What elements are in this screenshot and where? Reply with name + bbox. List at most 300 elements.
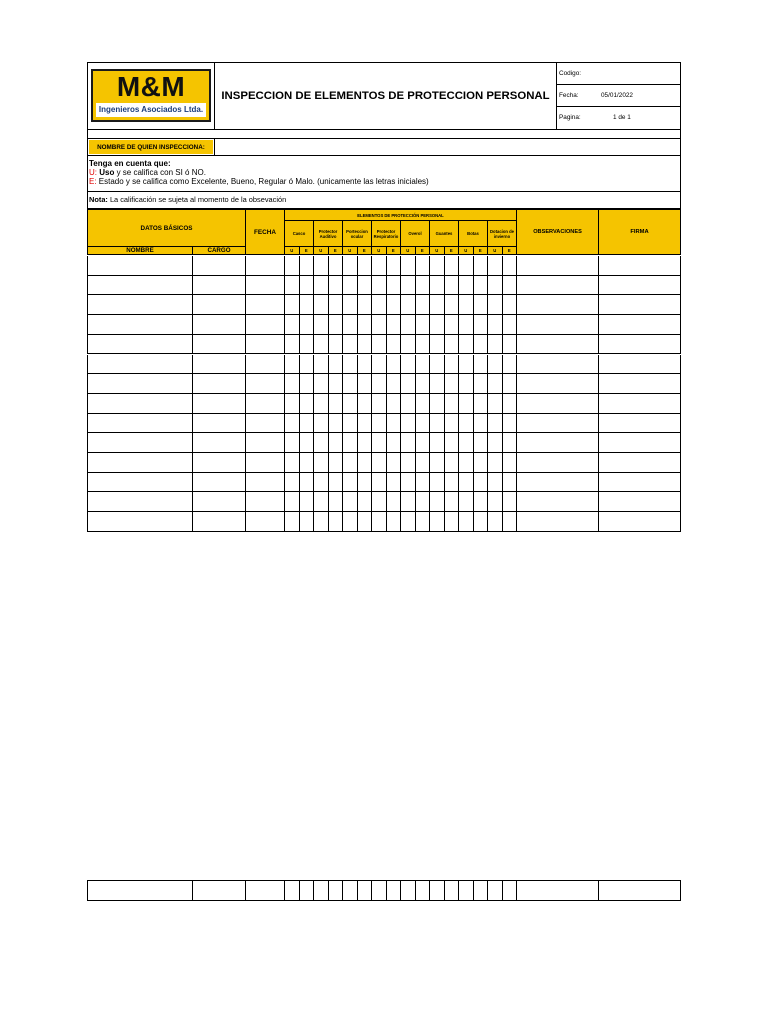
table-cell[interactable] bbox=[387, 355, 402, 375]
table-cell[interactable] bbox=[372, 256, 387, 276]
table-cell[interactable] bbox=[246, 355, 285, 375]
table-cell[interactable] bbox=[488, 276, 503, 296]
table-cell[interactable] bbox=[488, 881, 503, 901]
table-cell[interactable] bbox=[445, 256, 460, 276]
table-cell[interactable] bbox=[459, 394, 474, 414]
table-cell[interactable] bbox=[285, 335, 300, 355]
table-cell[interactable] bbox=[459, 335, 474, 355]
table-cell[interactable] bbox=[474, 335, 489, 355]
table-cell[interactable] bbox=[445, 374, 460, 394]
table-cell[interactable] bbox=[246, 256, 285, 276]
table-cell[interactable] bbox=[401, 276, 416, 296]
table-cell[interactable] bbox=[599, 276, 681, 296]
table-cell[interactable] bbox=[474, 394, 489, 414]
table-cell[interactable] bbox=[430, 881, 445, 901]
table-cell[interactable] bbox=[343, 315, 358, 335]
table-cell[interactable] bbox=[300, 295, 315, 315]
table-cell[interactable] bbox=[387, 433, 402, 453]
table-cell[interactable] bbox=[343, 374, 358, 394]
table-cell[interactable] bbox=[517, 394, 599, 414]
table-cell[interactable] bbox=[474, 473, 489, 493]
table-cell[interactable] bbox=[430, 374, 445, 394]
table-cell[interactable] bbox=[300, 335, 315, 355]
table-cell[interactable] bbox=[430, 355, 445, 375]
table-cell[interactable] bbox=[599, 335, 681, 355]
table-cell[interactable] bbox=[401, 453, 416, 473]
table-cell[interactable] bbox=[517, 473, 599, 493]
table-cell[interactable] bbox=[401, 433, 416, 453]
table-cell[interactable] bbox=[488, 453, 503, 473]
table-cell[interactable] bbox=[358, 473, 373, 493]
table-cell[interactable] bbox=[430, 315, 445, 335]
table-cell[interactable] bbox=[329, 355, 344, 375]
table-cell[interactable] bbox=[343, 453, 358, 473]
table-cell[interactable] bbox=[285, 295, 300, 315]
table-cell[interactable] bbox=[300, 315, 315, 335]
table-cell[interactable] bbox=[300, 256, 315, 276]
table-cell[interactable] bbox=[430, 492, 445, 512]
table-cell[interactable] bbox=[372, 453, 387, 473]
table-cell[interactable] bbox=[193, 492, 246, 512]
table-cell[interactable] bbox=[387, 335, 402, 355]
table-cell[interactable] bbox=[401, 512, 416, 532]
table-cell[interactable] bbox=[387, 414, 402, 434]
table-cell[interactable] bbox=[387, 473, 402, 493]
table-cell[interactable] bbox=[488, 335, 503, 355]
table-cell[interactable] bbox=[387, 492, 402, 512]
table-cell[interactable] bbox=[387, 512, 402, 532]
table-cell[interactable] bbox=[300, 355, 315, 375]
table-cell[interactable] bbox=[285, 433, 300, 453]
table-cell[interactable] bbox=[474, 414, 489, 434]
table-cell[interactable] bbox=[246, 315, 285, 335]
table-cell[interactable] bbox=[314, 453, 329, 473]
table-cell[interactable] bbox=[488, 414, 503, 434]
table-cell[interactable] bbox=[193, 355, 246, 375]
table-cell[interactable] bbox=[474, 433, 489, 453]
table-cell[interactable] bbox=[193, 453, 246, 473]
table-cell[interactable] bbox=[599, 453, 681, 473]
table-cell[interactable] bbox=[488, 433, 503, 453]
table-cell[interactable] bbox=[372, 433, 387, 453]
table-cell[interactable] bbox=[300, 414, 315, 434]
table-cell[interactable] bbox=[517, 315, 599, 335]
table-cell[interactable] bbox=[488, 394, 503, 414]
table-cell[interactable] bbox=[503, 355, 518, 375]
table-cell[interactable] bbox=[246, 492, 285, 512]
table-cell[interactable] bbox=[300, 374, 315, 394]
table-cell[interactable] bbox=[599, 433, 681, 453]
table-cell[interactable] bbox=[329, 492, 344, 512]
table-cell[interactable] bbox=[314, 512, 329, 532]
table-cell[interactable] bbox=[445, 433, 460, 453]
table-cell[interactable] bbox=[314, 355, 329, 375]
table-cell[interactable] bbox=[285, 374, 300, 394]
table-cell[interactable] bbox=[300, 453, 315, 473]
table-cell[interactable] bbox=[87, 256, 193, 276]
table-cell[interactable] bbox=[387, 881, 402, 901]
table-cell[interactable] bbox=[285, 492, 300, 512]
table-cell[interactable] bbox=[246, 473, 285, 493]
table-cell[interactable] bbox=[416, 256, 431, 276]
table-cell[interactable] bbox=[459, 512, 474, 532]
table-cell[interactable] bbox=[445, 335, 460, 355]
table-cell[interactable] bbox=[599, 492, 681, 512]
table-cell[interactable] bbox=[474, 453, 489, 473]
table-cell[interactable] bbox=[401, 295, 416, 315]
table-cell[interactable] bbox=[474, 881, 489, 901]
table-cell[interactable] bbox=[343, 473, 358, 493]
table-cell[interactable] bbox=[87, 414, 193, 434]
table-cell[interactable] bbox=[329, 394, 344, 414]
table-cell[interactable] bbox=[300, 394, 315, 414]
table-cell[interactable] bbox=[430, 473, 445, 493]
table-cell[interactable] bbox=[474, 256, 489, 276]
table-cell[interactable] bbox=[343, 394, 358, 414]
table-cell[interactable] bbox=[300, 473, 315, 493]
table-cell[interactable] bbox=[488, 473, 503, 493]
table-cell[interactable] bbox=[430, 433, 445, 453]
table-cell[interactable] bbox=[314, 335, 329, 355]
table-cell[interactable] bbox=[445, 276, 460, 296]
table-cell[interactable] bbox=[300, 492, 315, 512]
table-cell[interactable] bbox=[503, 414, 518, 434]
table-cell[interactable] bbox=[387, 394, 402, 414]
table-cell[interactable] bbox=[387, 276, 402, 296]
table-cell[interactable] bbox=[329, 335, 344, 355]
table-cell[interactable] bbox=[474, 512, 489, 532]
table-cell[interactable] bbox=[459, 473, 474, 493]
table-cell[interactable] bbox=[387, 315, 402, 335]
table-cell[interactable] bbox=[372, 276, 387, 296]
table-cell[interactable] bbox=[387, 295, 402, 315]
table-cell[interactable] bbox=[358, 492, 373, 512]
table-cell[interactable] bbox=[599, 512, 681, 532]
table-cell[interactable] bbox=[416, 492, 431, 512]
table-cell[interactable] bbox=[343, 414, 358, 434]
table-cell[interactable] bbox=[599, 374, 681, 394]
table-cell[interactable] bbox=[193, 315, 246, 335]
table-cell[interactable] bbox=[314, 414, 329, 434]
table-cell[interactable] bbox=[430, 453, 445, 473]
table-cell[interactable] bbox=[401, 374, 416, 394]
table-cell[interactable] bbox=[401, 473, 416, 493]
table-cell[interactable] bbox=[474, 315, 489, 335]
table-cell[interactable] bbox=[358, 315, 373, 335]
table-cell[interactable] bbox=[314, 295, 329, 315]
table-cell[interactable] bbox=[343, 276, 358, 296]
table-cell[interactable] bbox=[87, 433, 193, 453]
table-cell[interactable] bbox=[488, 512, 503, 532]
table-cell[interactable] bbox=[372, 374, 387, 394]
table-cell[interactable] bbox=[329, 414, 344, 434]
table-cell[interactable] bbox=[503, 473, 518, 493]
table-cell[interactable] bbox=[246, 433, 285, 453]
table-cell[interactable] bbox=[401, 492, 416, 512]
table-cell[interactable] bbox=[193, 276, 246, 296]
table-cell[interactable] bbox=[488, 492, 503, 512]
table-cell[interactable] bbox=[87, 374, 193, 394]
table-cell[interactable] bbox=[246, 374, 285, 394]
table-cell[interactable] bbox=[193, 295, 246, 315]
table-cell[interactable] bbox=[459, 453, 474, 473]
table-cell[interactable] bbox=[474, 355, 489, 375]
table-cell[interactable] bbox=[193, 473, 246, 493]
table-cell[interactable] bbox=[517, 453, 599, 473]
table-cell[interactable] bbox=[445, 315, 460, 335]
table-cell[interactable] bbox=[416, 295, 431, 315]
table-cell[interactable] bbox=[87, 492, 193, 512]
table-cell[interactable] bbox=[358, 335, 373, 355]
table-cell[interactable] bbox=[358, 512, 373, 532]
table-cell[interactable] bbox=[503, 881, 518, 901]
table-cell[interactable] bbox=[343, 433, 358, 453]
table-cell[interactable] bbox=[87, 473, 193, 493]
table-cell[interactable] bbox=[300, 433, 315, 453]
table-cell[interactable] bbox=[387, 256, 402, 276]
table-cell[interactable] bbox=[343, 881, 358, 901]
table-cell[interactable] bbox=[430, 394, 445, 414]
table-cell[interactable] bbox=[285, 394, 300, 414]
table-cell[interactable] bbox=[503, 453, 518, 473]
table-cell[interactable] bbox=[599, 394, 681, 414]
table-cell[interactable] bbox=[300, 276, 315, 296]
table-cell[interactable] bbox=[87, 453, 193, 473]
table-cell[interactable] bbox=[430, 414, 445, 434]
table-cell[interactable] bbox=[246, 276, 285, 296]
table-cell[interactable] bbox=[300, 881, 315, 901]
table-cell[interactable] bbox=[503, 492, 518, 512]
table-cell[interactable] bbox=[599, 881, 681, 901]
table-cell[interactable] bbox=[314, 394, 329, 414]
table-cell[interactable] bbox=[416, 433, 431, 453]
table-cell[interactable] bbox=[246, 394, 285, 414]
table-cell[interactable] bbox=[445, 492, 460, 512]
table-cell[interactable] bbox=[416, 881, 431, 901]
table-cell[interactable] bbox=[459, 355, 474, 375]
inspector-name-field[interactable] bbox=[214, 139, 680, 155]
table-cell[interactable] bbox=[285, 414, 300, 434]
table-cell[interactable] bbox=[517, 295, 599, 315]
table-cell[interactable] bbox=[387, 453, 402, 473]
table-cell[interactable] bbox=[285, 276, 300, 296]
table-cell[interactable] bbox=[459, 414, 474, 434]
table-cell[interactable] bbox=[193, 881, 246, 901]
table-cell[interactable] bbox=[599, 315, 681, 335]
table-cell[interactable] bbox=[517, 256, 599, 276]
table-cell[interactable] bbox=[459, 492, 474, 512]
table-cell[interactable] bbox=[285, 256, 300, 276]
table-cell[interactable] bbox=[599, 414, 681, 434]
table-cell[interactable] bbox=[285, 315, 300, 335]
table-cell[interactable] bbox=[401, 881, 416, 901]
table-cell[interactable] bbox=[488, 355, 503, 375]
table-cell[interactable] bbox=[401, 256, 416, 276]
table-cell[interactable] bbox=[459, 295, 474, 315]
table-cell[interactable] bbox=[503, 276, 518, 296]
table-cell[interactable] bbox=[445, 394, 460, 414]
table-cell[interactable] bbox=[343, 512, 358, 532]
table-cell[interactable] bbox=[87, 512, 193, 532]
table-cell[interactable] bbox=[246, 414, 285, 434]
table-cell[interactable] bbox=[474, 276, 489, 296]
table-cell[interactable] bbox=[517, 335, 599, 355]
table-cell[interactable] bbox=[416, 512, 431, 532]
table-cell[interactable] bbox=[401, 394, 416, 414]
table-cell[interactable] bbox=[430, 256, 445, 276]
table-cell[interactable] bbox=[430, 295, 445, 315]
table-cell[interactable] bbox=[401, 335, 416, 355]
table-cell[interactable] bbox=[599, 256, 681, 276]
table-cell[interactable] bbox=[358, 414, 373, 434]
table-cell[interactable] bbox=[329, 315, 344, 335]
table-cell[interactable] bbox=[246, 881, 285, 901]
table-cell[interactable] bbox=[445, 414, 460, 434]
table-cell[interactable] bbox=[329, 453, 344, 473]
table-cell[interactable] bbox=[416, 453, 431, 473]
table-cell[interactable] bbox=[314, 433, 329, 453]
table-cell[interactable] bbox=[599, 355, 681, 375]
table-cell[interactable] bbox=[285, 512, 300, 532]
table-cell[interactable] bbox=[314, 256, 329, 276]
table-cell[interactable] bbox=[246, 295, 285, 315]
table-cell[interactable] bbox=[193, 256, 246, 276]
table-cell[interactable] bbox=[193, 374, 246, 394]
table-cell[interactable] bbox=[517, 512, 599, 532]
table-cell[interactable] bbox=[314, 315, 329, 335]
table-cell[interactable] bbox=[329, 276, 344, 296]
table-cell[interactable] bbox=[517, 374, 599, 394]
table-cell[interactable] bbox=[503, 433, 518, 453]
table-cell[interactable] bbox=[343, 355, 358, 375]
table-cell[interactable] bbox=[517, 276, 599, 296]
table-cell[interactable] bbox=[445, 512, 460, 532]
table-cell[interactable] bbox=[343, 256, 358, 276]
table-cell[interactable] bbox=[87, 276, 193, 296]
table-cell[interactable] bbox=[474, 295, 489, 315]
table-cell[interactable] bbox=[358, 433, 373, 453]
table-cell[interactable] bbox=[459, 374, 474, 394]
table-cell[interactable] bbox=[285, 473, 300, 493]
table-cell[interactable] bbox=[87, 315, 193, 335]
table-cell[interactable] bbox=[193, 335, 246, 355]
table-cell[interactable] bbox=[488, 315, 503, 335]
table-cell[interactable] bbox=[401, 315, 416, 335]
table-cell[interactable] bbox=[358, 453, 373, 473]
table-cell[interactable] bbox=[503, 394, 518, 414]
table-cell[interactable] bbox=[459, 276, 474, 296]
table-cell[interactable] bbox=[285, 453, 300, 473]
table-cell[interactable] bbox=[87, 394, 193, 414]
table-cell[interactable] bbox=[416, 473, 431, 493]
table-cell[interactable] bbox=[372, 473, 387, 493]
table-cell[interactable] bbox=[358, 374, 373, 394]
table-cell[interactable] bbox=[87, 335, 193, 355]
table-cell[interactable] bbox=[314, 492, 329, 512]
table-cell[interactable] bbox=[503, 335, 518, 355]
table-cell[interactable] bbox=[372, 394, 387, 414]
table-cell[interactable] bbox=[358, 295, 373, 315]
table-cell[interactable] bbox=[416, 355, 431, 375]
table-cell[interactable] bbox=[445, 355, 460, 375]
table-cell[interactable] bbox=[503, 512, 518, 532]
table-cell[interactable] bbox=[503, 295, 518, 315]
table-cell[interactable] bbox=[372, 492, 387, 512]
table-cell[interactable] bbox=[193, 394, 246, 414]
table-cell[interactable] bbox=[430, 335, 445, 355]
table-cell[interactable] bbox=[372, 295, 387, 315]
table-cell[interactable] bbox=[329, 512, 344, 532]
table-cell[interactable] bbox=[474, 492, 489, 512]
table-cell[interactable] bbox=[445, 881, 460, 901]
table-cell[interactable] bbox=[246, 512, 285, 532]
table-cell[interactable] bbox=[503, 374, 518, 394]
table-cell[interactable] bbox=[314, 473, 329, 493]
table-cell[interactable] bbox=[329, 295, 344, 315]
table-cell[interactable] bbox=[314, 276, 329, 296]
table-cell[interactable] bbox=[329, 433, 344, 453]
table-cell[interactable] bbox=[285, 355, 300, 375]
table-cell[interactable] bbox=[459, 256, 474, 276]
table-cell[interactable] bbox=[459, 433, 474, 453]
table-cell[interactable] bbox=[358, 256, 373, 276]
table-cell[interactable] bbox=[329, 881, 344, 901]
table-cell[interactable] bbox=[358, 881, 373, 901]
table-cell[interactable] bbox=[416, 276, 431, 296]
table-cell[interactable] bbox=[599, 473, 681, 493]
table-cell[interactable] bbox=[416, 335, 431, 355]
table-cell[interactable] bbox=[387, 374, 402, 394]
table-cell[interactable] bbox=[246, 453, 285, 473]
table-cell[interactable] bbox=[401, 355, 416, 375]
table-cell[interactable] bbox=[193, 512, 246, 532]
table-cell[interactable] bbox=[517, 414, 599, 434]
table-cell[interactable] bbox=[488, 295, 503, 315]
table-cell[interactable] bbox=[314, 374, 329, 394]
table-cell[interactable] bbox=[416, 394, 431, 414]
table-cell[interactable] bbox=[372, 315, 387, 335]
table-cell[interactable] bbox=[285, 881, 300, 901]
table-cell[interactable] bbox=[246, 335, 285, 355]
table-cell[interactable] bbox=[401, 414, 416, 434]
table-cell[interactable] bbox=[87, 355, 193, 375]
table-cell[interactable] bbox=[193, 414, 246, 434]
table-cell[interactable] bbox=[503, 315, 518, 335]
table-cell[interactable] bbox=[416, 374, 431, 394]
table-cell[interactable] bbox=[193, 433, 246, 453]
table-cell[interactable] bbox=[445, 453, 460, 473]
table-cell[interactable] bbox=[343, 295, 358, 315]
table-cell[interactable] bbox=[372, 512, 387, 532]
table-cell[interactable] bbox=[488, 256, 503, 276]
table-cell[interactable] bbox=[445, 295, 460, 315]
table-cell[interactable] bbox=[87, 295, 193, 315]
table-cell[interactable] bbox=[87, 881, 193, 901]
table-cell[interactable] bbox=[314, 881, 329, 901]
table-cell[interactable] bbox=[343, 335, 358, 355]
table-cell[interactable] bbox=[517, 433, 599, 453]
table-cell[interactable] bbox=[343, 492, 358, 512]
table-cell[interactable] bbox=[372, 414, 387, 434]
table-cell[interactable] bbox=[430, 512, 445, 532]
table-cell[interactable] bbox=[358, 355, 373, 375]
table-cell[interactable] bbox=[517, 355, 599, 375]
table-cell[interactable] bbox=[517, 492, 599, 512]
table-cell[interactable] bbox=[416, 315, 431, 335]
table-cell[interactable] bbox=[459, 881, 474, 901]
table-cell[interactable] bbox=[358, 276, 373, 296]
table-cell[interactable] bbox=[459, 315, 474, 335]
